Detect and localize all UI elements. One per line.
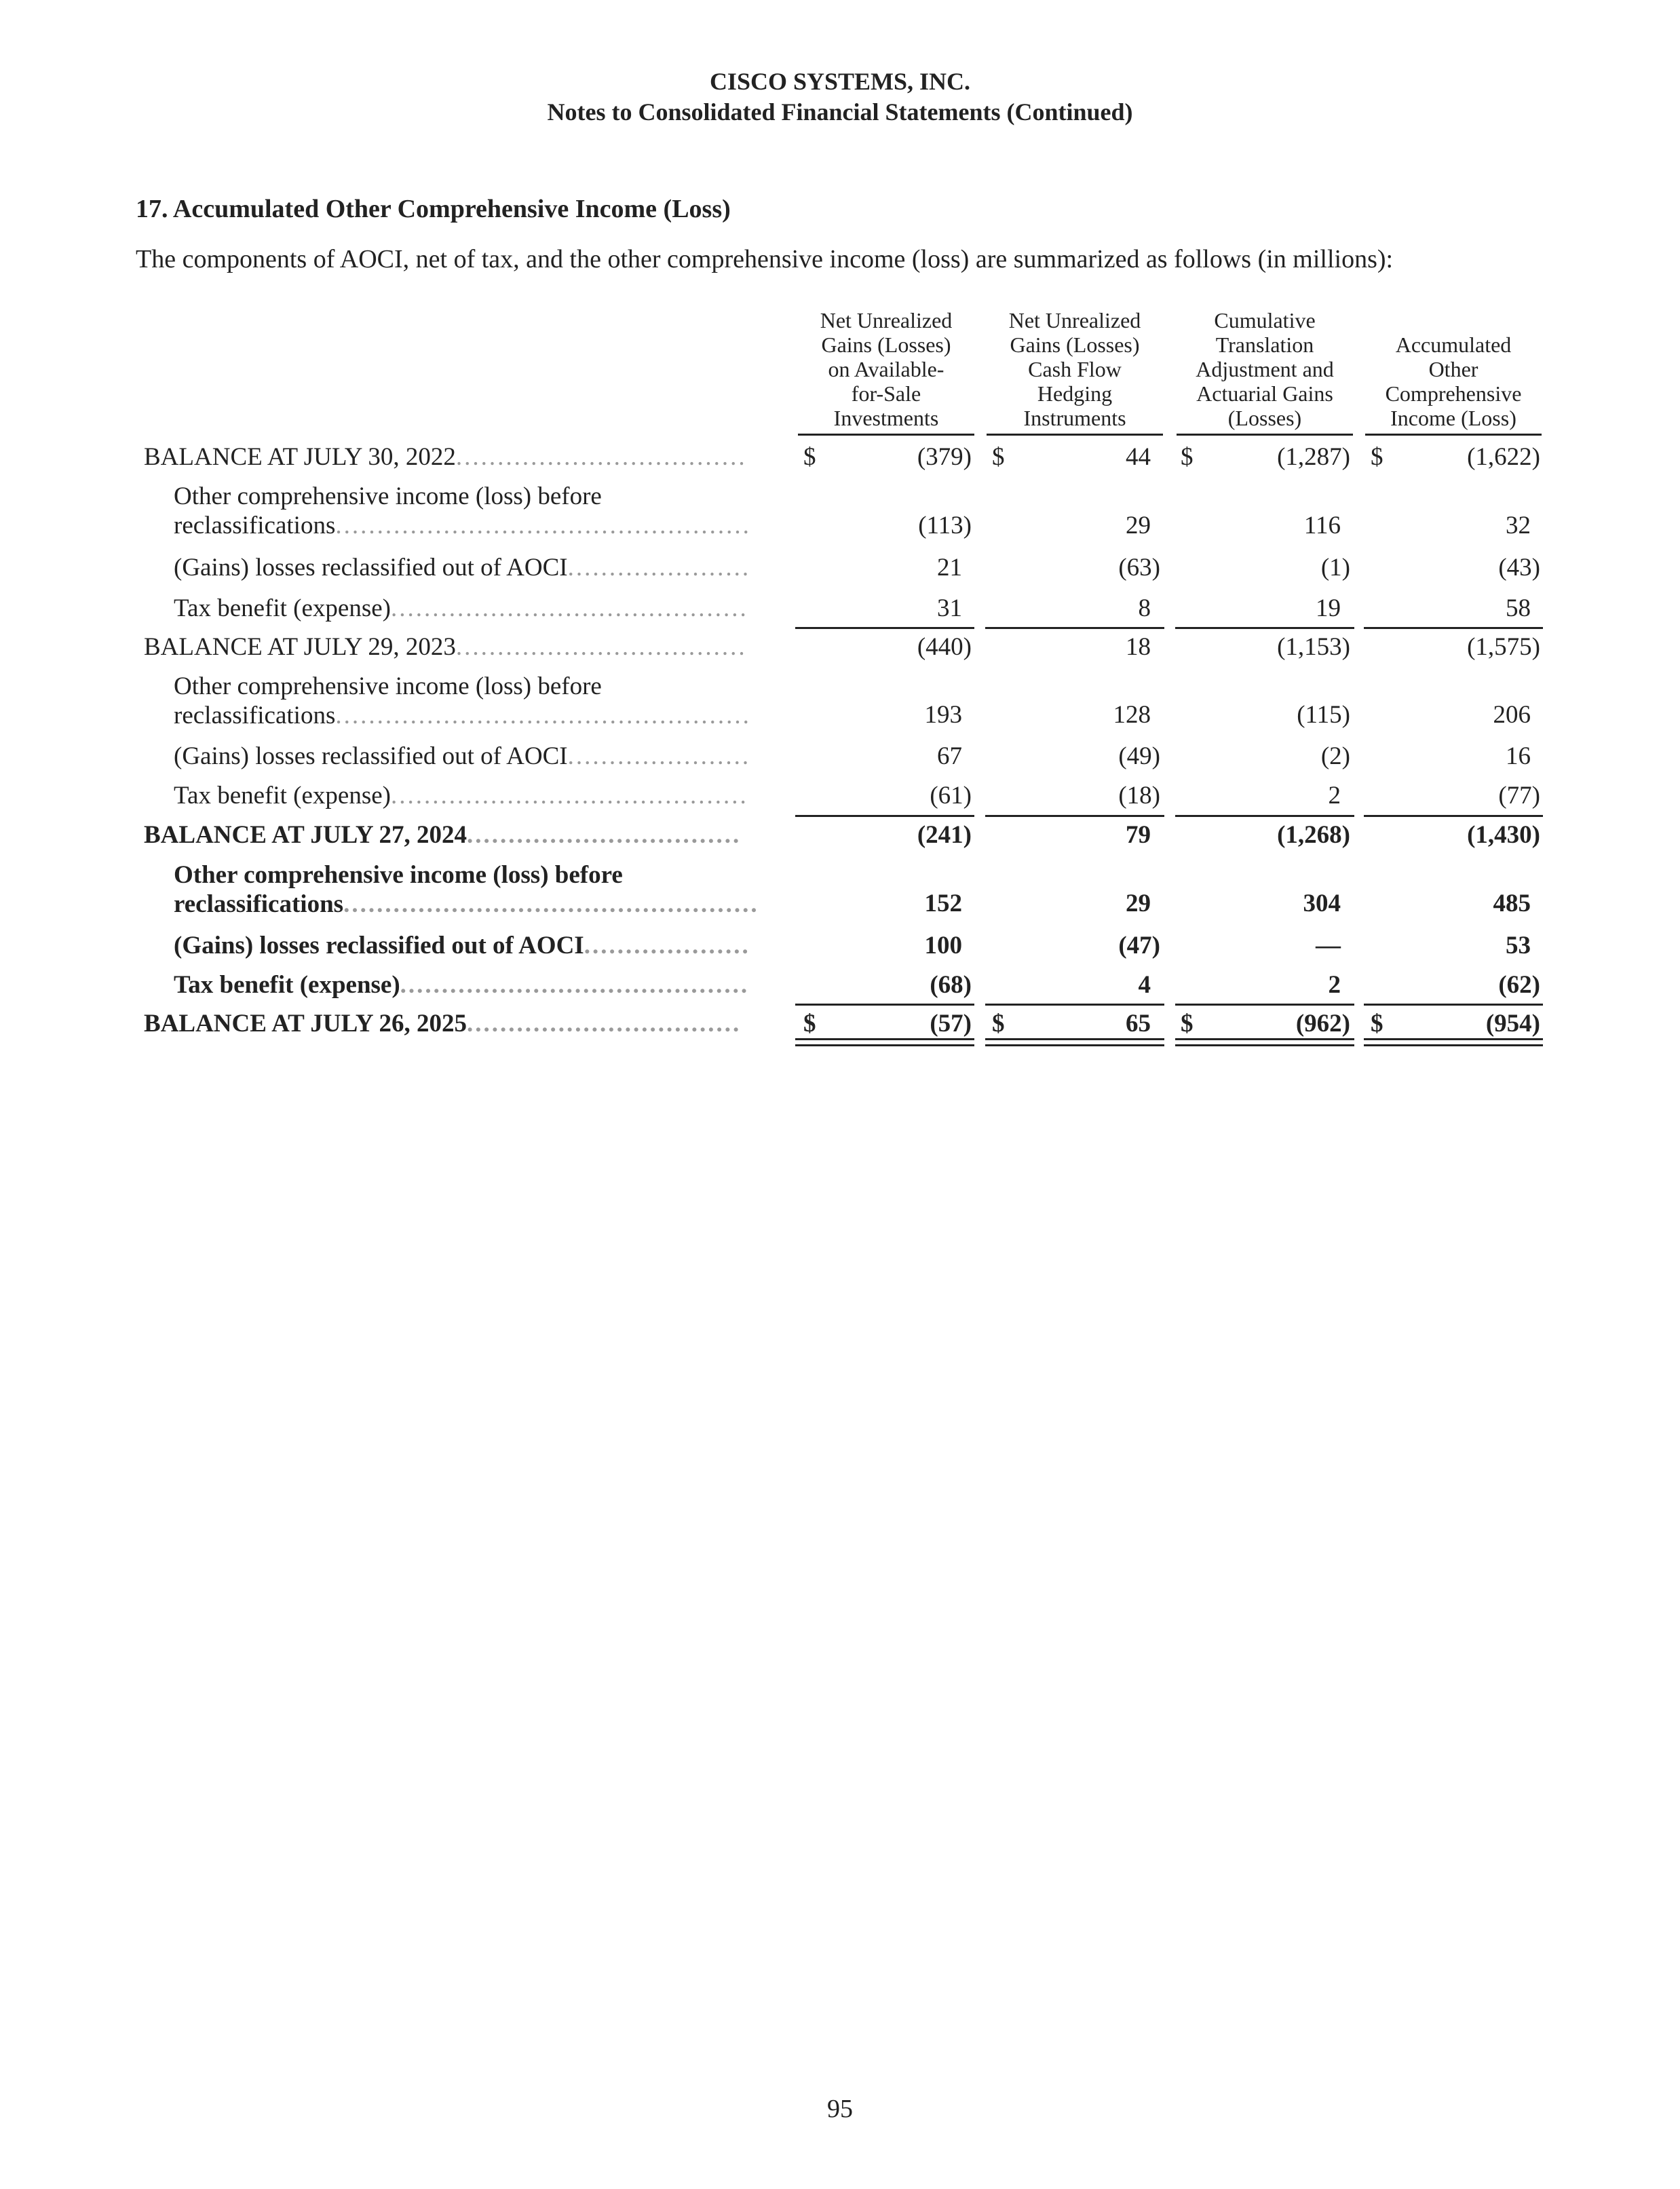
column-header-line: Translation bbox=[1215, 332, 1314, 357]
column-header-line: Gains (Losses) bbox=[1010, 332, 1140, 357]
leader-dots: ........................................... bbox=[390, 782, 748, 810]
table-cell: 53 bbox=[1506, 932, 1531, 959]
row-label-text: Other comprehensive income (loss) before bbox=[174, 482, 602, 510]
column-header bbox=[798, 308, 974, 430]
table-cell: 116 bbox=[1303, 512, 1341, 539]
row-label-text: Other comprehensive income (loss) before bbox=[174, 861, 623, 889]
table-cell: 18 bbox=[1126, 633, 1151, 661]
row-label-text: BALANCE AT JULY 29, 2023 bbox=[144, 633, 456, 661]
leader-dots: .................... bbox=[584, 932, 750, 959]
table-cell: — bbox=[1316, 932, 1341, 959]
column-header-line: Other bbox=[1428, 357, 1478, 381]
table-cell: 8 bbox=[1138, 594, 1151, 622]
row-label-text: Tax benefit (expense) bbox=[174, 782, 391, 810]
table-cell: 206 bbox=[1493, 701, 1531, 729]
subtotal-rule bbox=[1175, 627, 1354, 629]
column-header-line: Income (Loss) bbox=[1390, 406, 1516, 430]
subtotal-rule bbox=[1364, 815, 1543, 817]
table-cell: (1,430) bbox=[1467, 821, 1540, 849]
table-cell: (62) bbox=[1498, 971, 1540, 999]
table-cell: (379) bbox=[917, 443, 972, 471]
section-intro: The components of AOCI, net of tax, and the other comprehensive income (loss) are summarized as follows (in millions): bbox=[136, 245, 1394, 273]
row-label-text: (Gains) losses reclassified out of AOCI bbox=[174, 742, 568, 770]
total-double-rule bbox=[795, 1038, 974, 1046]
row-label bbox=[144, 820, 741, 850]
table-cell: 2 bbox=[1328, 971, 1341, 999]
column-header-line: Net Unrealized bbox=[820, 308, 953, 332]
row-label bbox=[174, 553, 750, 582]
row-label bbox=[144, 1009, 741, 1038]
currency-symbol: $ bbox=[1371, 443, 1383, 471]
leader-dots: ................................... bbox=[455, 443, 747, 471]
table-cell: 21 bbox=[937, 554, 962, 582]
page-subtitle: Notes to Consolidated Financial Statements (Continued) bbox=[547, 98, 1133, 126]
table-cell: (68) bbox=[930, 971, 972, 999]
leader-dots: .................................................. bbox=[343, 890, 759, 918]
subtotal-rule bbox=[985, 1004, 1164, 1006]
page-number: 95 bbox=[827, 2095, 853, 2123]
column-header bbox=[1365, 308, 1542, 430]
total-double-rule bbox=[1175, 1038, 1354, 1046]
table-cell: (1,575) bbox=[1467, 633, 1540, 661]
row-label bbox=[174, 742, 750, 771]
table-cell: 32 bbox=[1506, 512, 1531, 539]
column-header-line: Adjustment and bbox=[1196, 357, 1334, 381]
table-cell: (962) bbox=[1295, 1010, 1350, 1038]
row-label-text: reclassifications bbox=[174, 890, 344, 918]
table-cell: 29 bbox=[1126, 512, 1151, 539]
currency-symbol: $ bbox=[803, 443, 816, 471]
column-header-line: Cash Flow bbox=[1028, 357, 1122, 381]
subtotal-rule bbox=[795, 1004, 974, 1006]
table-cell: (61) bbox=[930, 782, 972, 810]
table-cell: (1,287) bbox=[1277, 443, 1350, 471]
table-cell: (1,153) bbox=[1277, 633, 1350, 661]
table-cell: 152 bbox=[924, 890, 962, 917]
table-cell: (440) bbox=[917, 633, 972, 661]
subtotal-rule bbox=[1175, 815, 1354, 817]
leader-dots: ................................. bbox=[466, 821, 742, 849]
currency-symbol: $ bbox=[803, 1010, 816, 1038]
total-double-rule bbox=[985, 1038, 1164, 1046]
column-header-line: Instruments bbox=[1023, 406, 1126, 430]
subtotal-rule bbox=[1364, 1004, 1543, 1006]
table-cell: (18) bbox=[1118, 782, 1160, 810]
leader-dots: .................................................. bbox=[335, 512, 751, 539]
column-header-line: Net Unrealized bbox=[1008, 308, 1141, 332]
subtotal-rule bbox=[1364, 627, 1543, 629]
row-label-text: BALANCE AT JULY 26, 2025 bbox=[144, 1010, 467, 1038]
table-cell: 44 bbox=[1126, 443, 1151, 471]
column-header bbox=[1177, 308, 1353, 430]
row-label-text: reclassifications bbox=[174, 512, 336, 539]
table-cell: (2) bbox=[1320, 742, 1350, 770]
row-label bbox=[174, 931, 750, 960]
row-label bbox=[144, 442, 747, 472]
table-cell: 29 bbox=[1126, 890, 1151, 917]
table-cell: 193 bbox=[924, 701, 962, 729]
table-cell: 128 bbox=[1113, 701, 1151, 729]
currency-symbol: $ bbox=[1181, 443, 1194, 471]
subtotal-rule bbox=[795, 815, 974, 817]
table-cell: (1) bbox=[1320, 554, 1350, 582]
leader-dots: .................................................. bbox=[335, 702, 751, 729]
currency-symbol: $ bbox=[1371, 1010, 1383, 1038]
subtotal-rule bbox=[1175, 1004, 1354, 1006]
table-cell: (954) bbox=[1485, 1010, 1540, 1038]
table-cell: 2 bbox=[1328, 782, 1341, 810]
table-cell: 67 bbox=[937, 742, 962, 770]
row-label bbox=[174, 672, 751, 730]
row-label bbox=[174, 594, 748, 623]
table-cell: (49) bbox=[1118, 742, 1160, 770]
row-label-text: (Gains) losses reclassified out of AOCI bbox=[174, 554, 568, 582]
currency-symbol: $ bbox=[1181, 1010, 1194, 1038]
row-label-text: (Gains) losses reclassified out of AOCI bbox=[174, 932, 584, 959]
column-header-line: on Available- bbox=[828, 357, 944, 381]
table-cell: 4 bbox=[1138, 971, 1151, 999]
table-cell: 19 bbox=[1316, 594, 1341, 622]
table-cell: 58 bbox=[1506, 594, 1531, 622]
table-cell: (47) bbox=[1118, 932, 1160, 959]
row-label-text: Tax benefit (expense) bbox=[174, 971, 400, 999]
table-cell: (115) bbox=[1297, 701, 1350, 729]
table-cell: 65 bbox=[1126, 1010, 1151, 1038]
table-cell: 79 bbox=[1126, 821, 1151, 849]
row-label bbox=[174, 781, 748, 810]
currency-symbol: $ bbox=[992, 443, 1005, 471]
table-cell: 16 bbox=[1506, 742, 1531, 770]
section-title: 17. Accumulated Other Comprehensive Income (Loss) bbox=[136, 195, 731, 223]
table-cell: 100 bbox=[924, 932, 962, 959]
table-cell: 304 bbox=[1303, 890, 1341, 917]
company-name: CISCO SYSTEMS, INC. bbox=[709, 68, 971, 95]
currency-symbol: $ bbox=[992, 1010, 1005, 1038]
table-cell: 31 bbox=[937, 594, 962, 622]
table-cell: (57) bbox=[930, 1010, 972, 1038]
column-header bbox=[987, 308, 1163, 430]
row-label-text: BALANCE AT JULY 27, 2024 bbox=[144, 821, 467, 849]
table-cell: (1,622) bbox=[1467, 443, 1540, 471]
row-label bbox=[174, 860, 759, 919]
subtotal-rule bbox=[795, 627, 974, 629]
column-header-line: (Losses) bbox=[1227, 406, 1302, 430]
table-cell: (63) bbox=[1118, 554, 1160, 582]
table-cell: (43) bbox=[1498, 554, 1540, 582]
row-label-text: BALANCE AT JULY 30, 2022 bbox=[144, 443, 456, 471]
row-label bbox=[174, 482, 751, 540]
leader-dots: ................................... bbox=[455, 633, 747, 661]
column-header-line: Accumulated bbox=[1395, 332, 1512, 357]
row-label bbox=[174, 970, 749, 1000]
row-label bbox=[144, 632, 747, 662]
column-header-line: Comprehensive bbox=[1385, 381, 1522, 406]
table-cell: (77) bbox=[1498, 782, 1540, 810]
table-cell: (1,268) bbox=[1277, 821, 1350, 849]
subtotal-rule bbox=[985, 815, 1164, 817]
table-cell: (113) bbox=[918, 512, 972, 539]
column-header-line: Gains (Losses) bbox=[821, 332, 951, 357]
row-label-text: reclassifications bbox=[174, 702, 336, 729]
leader-dots: ...................... bbox=[567, 742, 751, 770]
column-header-line: Investments bbox=[833, 406, 939, 430]
column-header-line: Actuarial Gains bbox=[1196, 381, 1333, 406]
row-label-text: Tax benefit (expense) bbox=[174, 594, 391, 622]
column-header-line: Cumulative bbox=[1214, 308, 1316, 332]
column-header-line: Hedging bbox=[1037, 381, 1113, 406]
row-label-text: Other comprehensive income (loss) before bbox=[174, 672, 602, 700]
table-cell: (241) bbox=[917, 821, 972, 849]
total-double-rule bbox=[1364, 1038, 1543, 1046]
column-header-line: for-Sale bbox=[851, 381, 921, 406]
subtotal-rule bbox=[985, 627, 1164, 629]
table-cell: 485 bbox=[1493, 890, 1531, 917]
leader-dots: ........................................... bbox=[390, 594, 748, 622]
leader-dots: ...................... bbox=[567, 554, 751, 582]
leader-dots: ................................. bbox=[466, 1010, 742, 1038]
leader-dots: .......................................... bbox=[400, 971, 750, 999]
